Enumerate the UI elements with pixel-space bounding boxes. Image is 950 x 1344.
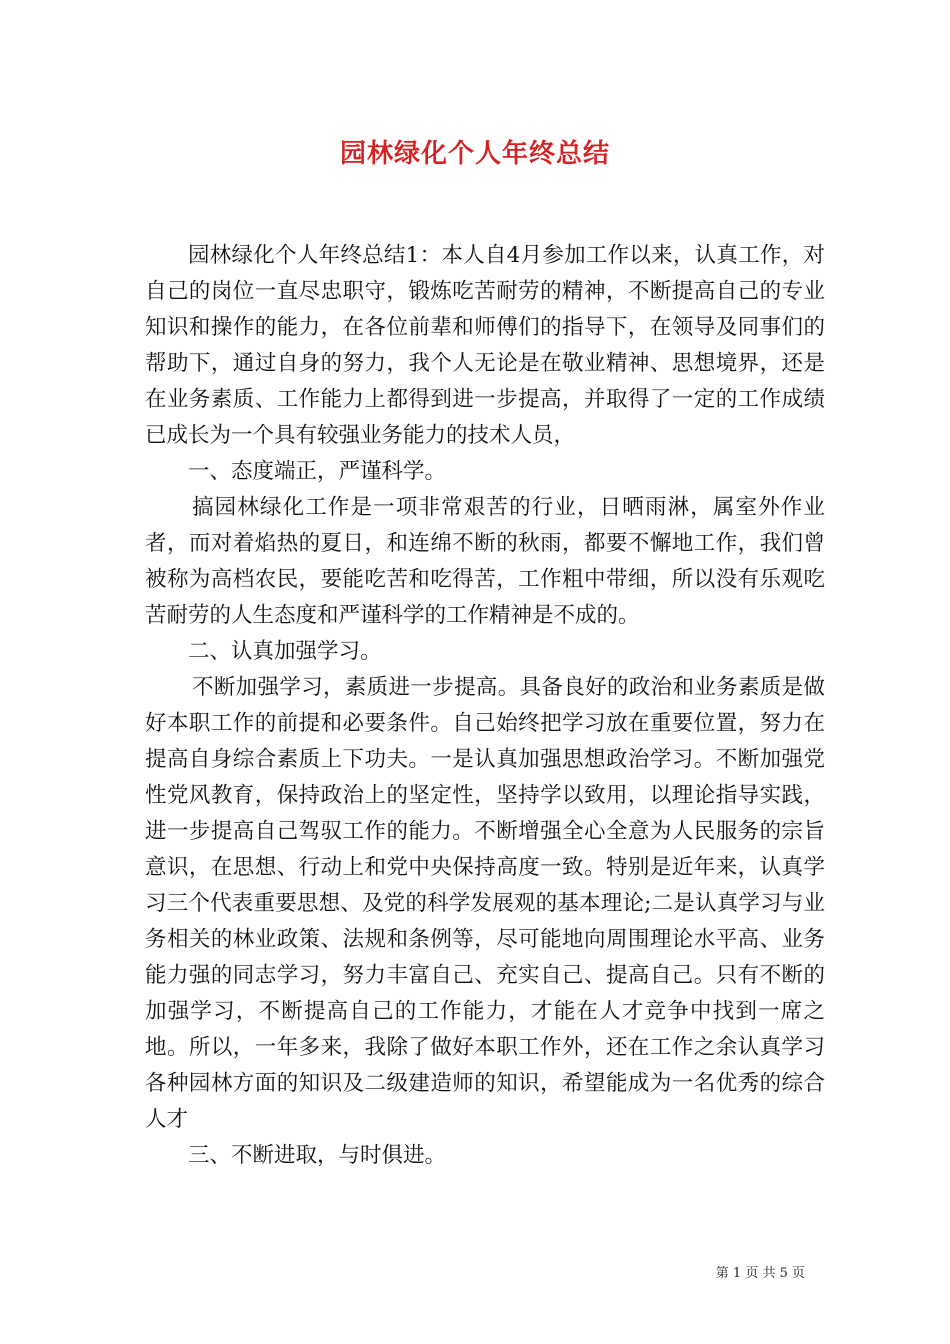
section-heading-2: 二、认真加强学习。 bbox=[188, 639, 382, 664]
section-heading-3: 三、不断进取，与时俱进。 bbox=[188, 1143, 447, 1168]
paragraph-intro: 园林绿化个人年终总结1：本人自4月参加工作以来，认真工作，对自己的岗位一直尽忠职守，锻炼吃苦耐劳的精神，不断提高自己的专业知识和操作的能力，在各位前辈和师傅们的指导下，在领导及同事们的帮助下，通过自身的努力，我个人无论是在敬业精神、思想境界，还是在业务素质、工作能力上都得到进一步提高，并取得了一定的工作成绩已成长为一个具有较强业务能力的技术人员， bbox=[145, 243, 825, 448]
paragraph-section-2: 不断加强学习，素质进一步提高。具备良好的政治和业务素质是做好本职工作的前提和必要条件。自己始终把学习放在重要位置，努力在提高自身综合素质上下功夫。一是认真加强思想政治学习。不断加强党性党风教育，保持政治上的坚定性，坚持学以致用，以理论指导实践，进一步提高自己驾驭工作的能力。不断增强全心全意为人民服务的宗旨意识，在思想、行动上和党中央保持高度一致。特别是近年来，认真学习三个代表重要思想、及党的科学发展观的基本理论;二是认真学习与业务相关的林业政策、法规和条例等，尽可能地向周围理论水平高、业务能力强的同志学习，努力丰富自己、充实自己、提高自己。只有不断的加强学习，不断提高自己的工作能力，才能在人才竞争中找到一席之地。所以，一年多来，我除了做好本职工作外，还在工作之余认真学习各种园林方面的知识及二级建造师的知识，希望能成为一名优秀的综合人才 bbox=[145, 675, 825, 1132]
document-title: 园林绿化个人年终总结 bbox=[339, 139, 610, 169]
paragraph-section-1: 搞园林绿化工作是一项非常艰苦的行业，日晒雨淋，属室外作业者，而对着焰热的夏日，和连绵不断的秋雨，都要不懈地工作，我们曾被称为高档农民，要能吃苦和吃得苦，工作粗中带细，所以没有乐观吃苦耐劳的人生态度和严谨科学的工作精神是不成的。 bbox=[145, 495, 825, 628]
section-heading-1: 一、态度端正，严谨科学。 bbox=[188, 459, 447, 484]
page-number: 第 1 页 共 5 页 bbox=[715, 1266, 805, 1281]
document-body bbox=[145, 238, 825, 1174]
